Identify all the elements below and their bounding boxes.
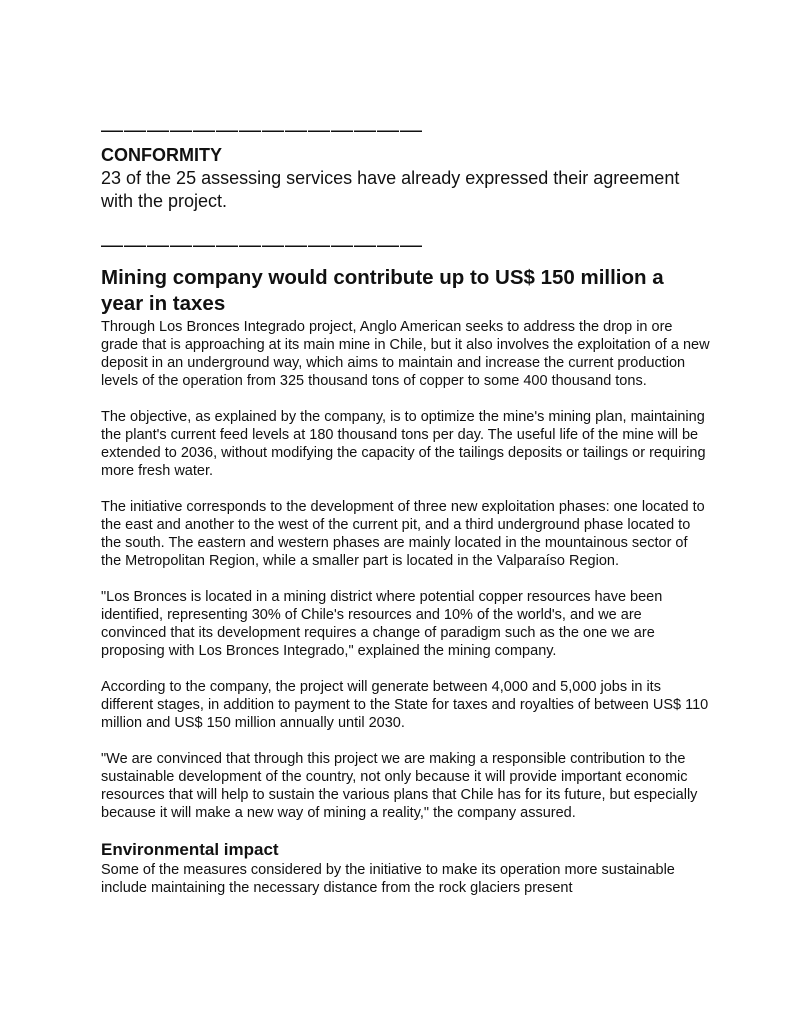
section-subheading: Environmental impact [101, 840, 279, 859]
article-paragraph: Through Los Bronces Integrado project, Anglo American seeks to address the drop in ore grade that is approaching at its main mine in Chile, but it also involves the exploitation of a new deposit in an underground way, which aims to maintain and increase the current production levels of the operation from 325 thousand tons of copper to some 400 thousand tons. [101, 319, 710, 389]
conformity-lead: 23 of the 25 assessing services have already expressed their agreement with the project. [101, 168, 680, 211]
article-paragraph: According to the company, the project will generate between 4,000 and 5,000 jobs in its different stages, in addition to payment to the State for taxes and royalties of between US$ 110 million and US$ 150 million annually until 2030. [101, 679, 709, 731]
section-divider: —————————————— [101, 117, 423, 142]
article-headline: Mining company would contribute up to US$ 150 million a year in taxes [101, 266, 664, 315]
article-paragraph: Some of the measures considered by the initiative to make its operation more sustainable include maintaining the necessary distance from the rock glaciers present [101, 862, 675, 896]
section-divider: —————————————— [101, 232, 423, 257]
article-paragraph: "Los Bronces is located in a mining district where potential copper resources have been identified, representing 30% of Chile's resources and 10% of the world's, and we are convinced that its development requires a change of paradigm such as the one we are proposing with Los Bronces Integrado," explained the mining company. [101, 589, 663, 659]
article-paragraph: "We are convinced that through this project we are making a responsible contribution to the sustainable development of the country, not only because it will provide important economic resources that will help to sustain the various plans that Chile has for its future, but especially because it will make a new way of mining a reality," the company assured. [101, 751, 698, 821]
article-paragraph: The initiative corresponds to the development of three new exploitation phases: one located to the east and another to the west of the current pit, and a third underground phase located to the south. The eastern and western phases are mainly located in the mountainous sector of the Metropolitan Region, while a smaller part is located in the Valparaíso Region. [101, 499, 705, 569]
article-paragraph: The objective, as explained by the company, is to optimize the mine's mining plan, maintaining the plant's current feed levels at 180 thousand tons per day. The useful life of the mine will be extended to 2036, without modifying the capacity of the tailings deposits or tailings or requiring more fresh water. [101, 409, 706, 479]
conformity-kicker: CONFORMITY [101, 145, 222, 165]
document-page [101, 118, 711, 897]
